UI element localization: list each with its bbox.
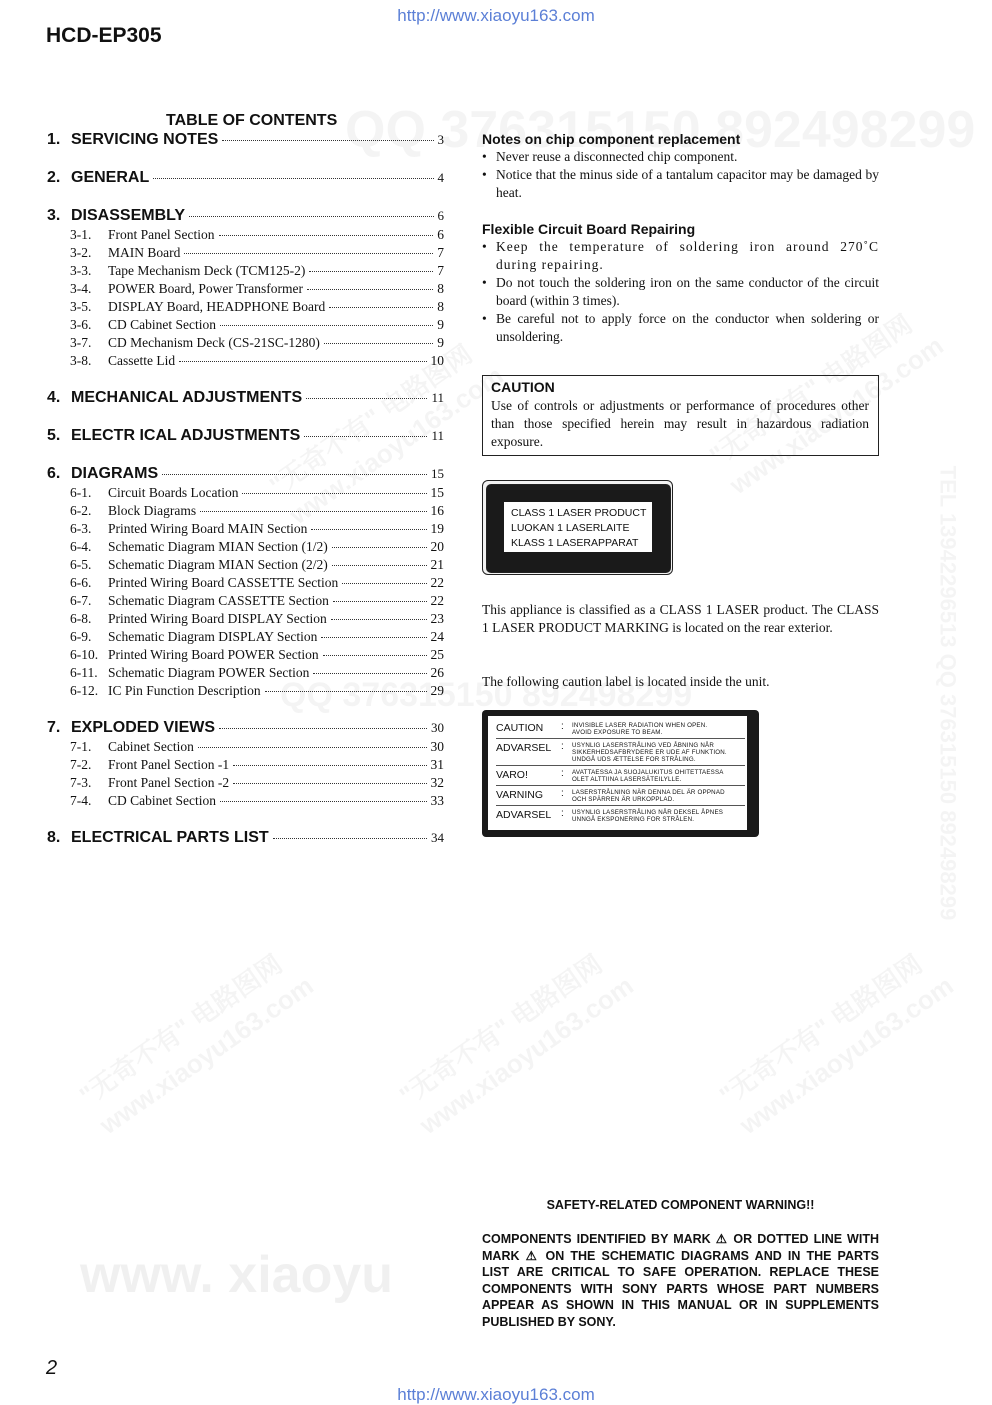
toc-subsection-item[interactable] [70,629,444,645]
toc-subsection-item[interactable] [70,503,444,519]
flex-note-item [482,274,879,310]
toc-subsection-title: Front Panel Section -1 [108,757,229,773]
toc-subsection-title: Printed Wiring Board MAIN Section [108,521,307,537]
flex-note-text: Do not touch the soldering iron on the same conductor of the circuit board (within 3 times). [496,274,879,310]
toc-page-number: 22 [431,575,445,591]
toc-leader-dots [329,307,433,308]
toc-page-number: 8 [437,281,444,297]
toc-leader-dots [273,838,427,839]
caution-label-separator: : [561,808,564,819]
toc-section-number: 8. [47,829,71,847]
toc-leader-dots [313,673,426,674]
caution-label-divider [496,765,745,766]
watermark-tel-right [934,466,960,921]
toc-leader-dots [342,583,426,584]
toc-section-item[interactable] [47,389,444,407]
chip-note-item [482,166,879,202]
toc-subsection-item[interactable] [70,263,444,279]
toc-page-number: 22 [431,593,445,609]
toc-subsection-title: CD Cabinet Section [108,793,216,809]
toc-subsection-number: 3-2. [70,245,108,261]
toc-section-title: DISASSEMBLY [71,207,185,225]
toc-page-number: 25 [431,647,445,663]
laser-label-line: KLASS 1 LASERAPPARAT [511,536,652,551]
laser-class-label-frame [486,484,671,573]
laser-classification-text: This appliance is classified as a CLASS 1 LASER product. The CLASS 1 LASER PRODUCT MARKING is located on the rear exterior. [482,601,879,637]
toc-heading: TABLE OF CONTENTS [166,112,337,130]
toc-subsection-item[interactable] [70,793,444,809]
toc-leader-dots [265,691,427,692]
toc-subsection-number: 6-4. [70,539,108,555]
toc-leader-dots [309,271,433,272]
toc-subsection-title: Cassette Lid [108,353,175,369]
toc-subsection-number: 7-4. [70,793,108,809]
caution-label-warning [572,742,744,763]
toc-leader-dots [331,619,427,620]
toc-subsection-item[interactable] [70,775,444,791]
toc-section-title: SERVICING NOTES [71,131,218,149]
laser-class-label [482,480,673,575]
toc-leader-dots [220,325,433,326]
toc-section-title: ELECTRICAL PARTS LIST [71,829,269,847]
caution-title: CAUTION [491,379,555,395]
toc-subsection-item[interactable] [70,683,444,699]
toc-section-item[interactable] [47,131,444,149]
toc-page-number: 24 [431,629,445,645]
laser-label-line: CLASS 1 LASER PRODUCT [511,506,652,521]
chip-notes-heading: Notes on chip component replacement [482,131,740,147]
caution-label-warning [572,809,744,823]
toc-subsection-number: 7-3. [70,775,108,791]
toc-subsection-item[interactable] [70,245,444,261]
caution-label [482,710,759,837]
toc-leader-dots [184,253,433,254]
toc-page-number: 10 [431,353,445,369]
caution-label-language: ADVARSEL [496,742,551,754]
watermark-url-bottom[interactable]: http://www.xiaoyu163.com [0,1385,992,1405]
toc-page-number: 6 [437,227,444,243]
toc-subsection-title: CD Mechanism Deck (CS-21SC-1280) [108,335,320,351]
laser-class-label-text [504,502,652,552]
caution-label-divider [496,805,745,806]
toc-page-number: 30 [431,720,444,736]
laser-label-line: LUOKAN 1 LASERLAITE [511,521,652,536]
toc-subsection-item[interactable] [70,227,444,243]
toc-subsection-item[interactable] [70,575,444,591]
toc-leader-dots [189,216,433,217]
toc-subsection-title: Tape Mechanism Deck (TCM125-2) [108,263,305,279]
toc-subsection-title: CD Cabinet Section [108,317,216,333]
bullet-dot: • [482,274,487,292]
toc-page-number: 26 [431,665,445,681]
toc-subsection-item[interactable] [70,485,444,501]
caution-label-warning-line: AVOID EXPOSURE TO BEAM. [572,729,744,736]
toc-leader-dots [324,343,433,344]
toc-page-number: 20 [431,539,445,555]
toc-section-title: ELECTR ICAL ADJUSTMENTS [71,427,300,445]
toc-subsection-title: Block Diagrams [108,503,196,519]
toc-page-number: 19 [431,521,445,537]
bullet-dot: • [482,148,487,166]
bullet-dot: • [482,310,487,328]
toc-section-item[interactable] [47,169,444,187]
toc-subsection-title: POWER Board, Power Transformer [108,281,303,297]
toc-section-title: EXPLODED VIEWS [71,719,215,737]
toc-leader-dots [332,565,427,566]
toc-subsection-title: MAIN Board [108,245,180,261]
safety-warning-body: COMPONENTS IDENTIFIED BY MARK ⚠ OR DOTTED LINE WITH MARK ⚠ ON THE SCHEMATIC DIAGRAMS AND IN THE PARTS LIST ARE CRITICAL TO SAFE OPERATION. REPLACE THESE COMPONENTS WITH SONY PARTS WHOSE PART NUMBERS APPEAR AS SHOWN IN THIS MANUAL OR IN SUPPLEMENTS PUBLISHED BY SONY. [482,1231,879,1331]
toc-page-number: 9 [437,335,444,351]
page-number: 2 [46,1357,57,1380]
caution-label-divider [496,738,745,739]
toc-subsection-number: 3-6. [70,317,108,333]
caution-label-warning-line: OCH SPÄRREN ÄR URKOPPLAD. [572,796,744,803]
toc-subsection-number: 3-1. [70,227,108,243]
toc-subsection-title: Schematic Diagram MIAN Section (2/2) [108,557,328,573]
document-title: HCD-EP305 [46,24,162,48]
toc-subsection-item[interactable] [70,353,444,369]
toc-page-number: 21 [431,557,445,573]
toc-subsection-item[interactable] [70,281,444,297]
toc-page-number: 16 [431,503,445,519]
toc-leader-dots [332,547,427,548]
caution-box [482,375,879,456]
caution-body: Use of controls or adjustments or performance of procedures other than those specified herein may result in hazardous radiation exposure. [491,397,869,451]
toc-leader-dots [179,361,426,362]
toc-section-number: 1. [47,131,71,149]
flex-note-item [482,238,879,274]
safety-warning-title: SAFETY-RELATED COMPONENT WARNING!! [482,1198,879,1212]
toc-leader-dots [220,801,427,802]
watermark-cn-4 [391,945,609,1113]
toc-section-item[interactable] [47,207,444,225]
toc-leader-dots [304,436,427,437]
caution-label-warning-line: USYNLIG LASERSTRÅLING NÅR DEKSEL ÅPNES [572,809,744,816]
toc-subsection-number: 7-2. [70,757,108,773]
chip-note-text: Never reuse a disconnected chip component. [496,148,879,166]
chip-note-text: Notice that the minus side of a tantalum capacitor may be damaged by heat. [496,166,879,202]
toc-leader-dots [233,765,426,766]
caution-label-language: ADVARSEL [496,809,551,821]
toc-page-number: 4 [438,170,445,186]
toc-subsection-title: Schematic Diagram MIAN Section (1/2) [108,539,328,555]
toc-subsection-item[interactable] [70,317,444,333]
toc-leader-dots [323,655,427,656]
toc-subsection-number: 6-3. [70,521,108,537]
toc-subsection-number: 6-11. [70,665,108,681]
toc-subsection-item[interactable] [70,611,444,627]
toc-subsection-title: Printed Wiring Board POWER Section [108,647,319,663]
toc-page-number: 15 [431,466,444,482]
toc-page-number: 8 [437,299,444,315]
caution-label-inner [488,716,747,830]
toc-section-number: 3. [47,207,71,225]
toc-subsection-title: Schematic Diagram CASSETTE Section [108,593,329,609]
toc-subsection-number: 6-7. [70,593,108,609]
toc-subsection-number: 6-6. [70,575,108,591]
toc-section-item[interactable] [47,719,444,737]
toc-section-number: 5. [47,427,71,445]
toc-subsection-title: Printed Wiring Board CASSETTE Section [108,575,338,591]
toc-subsection-item[interactable] [70,739,444,755]
toc-subsection-number: 3-3. [70,263,108,279]
toc-section-number: 2. [47,169,71,187]
toc-leader-dots [321,637,426,638]
toc-page-number: 11 [431,428,444,444]
caution-label-warning-line: UNDGÅ UDS ÆTTELSE FOR STRÅLING. [572,756,744,763]
toc-subsection-item[interactable] [70,299,444,315]
flex-note-text: Be careful not to apply force on the conductor when soldering or unsoldering. [496,310,879,346]
toc-subsection-number: 6-1. [70,485,108,501]
toc-section-number: 7. [47,719,71,737]
toc-subsection-title: Front Panel Section -2 [108,775,229,791]
toc-subsection-number: 6-5. [70,557,108,573]
toc-leader-dots [153,178,433,179]
caution-label-divider [496,785,745,786]
toc-page-number: 29 [431,683,445,699]
caution-label-separator: : [561,741,564,752]
toc-subsection-item[interactable] [70,335,444,351]
toc-leader-dots [162,474,427,475]
bullet-dot: • [482,238,487,256]
toc-page-number: 34 [431,830,444,846]
caution-label-warning-line: OLET ALTTIINA LASERSÄTEILYLLE. [572,776,744,783]
toc-subsection-number: 3-5. [70,299,108,315]
toc-section-number: 6. [47,465,71,483]
toc-leader-dots [233,783,426,784]
caution-label-warning-line: AVATTAESSA JA SUOJALUKITUS OHITETTAESSA [572,769,744,776]
toc-subsection-title: Printed Wiring Board DISPLAY Section [108,611,327,627]
toc-page-number: 23 [431,611,445,627]
toc-leader-dots [198,747,427,748]
toc-page-number: 32 [431,775,445,791]
bullet-dot: • [482,166,487,184]
caution-label-intro: The following caution label is located inside the unit. [482,673,879,691]
toc-leader-dots [219,235,434,236]
toc-page-number: 3 [438,132,445,148]
toc-subsection-title: Circuit Boards Location [108,485,238,501]
toc-page-number: 15 [431,485,445,501]
toc-leader-dots [307,289,433,290]
toc-subsection-title: IC Pin Function Description [108,683,261,699]
toc-subsection-item[interactable] [70,647,444,663]
toc-section-item[interactable] [47,465,444,483]
watermark-site-3 [94,970,319,1141]
flex-note-text: Keep the temperature of soldering iron around 270˚C during repairing. [496,238,879,274]
toc-subsection-number: 3-8. [70,353,108,369]
watermark-big: www. xiaoyu [80,1245,393,1305]
flex-note-item [482,310,879,346]
toc-subsection-item[interactable] [70,521,444,537]
caution-label-warning-line: LASERSTRÅLNING NÄR DENNA DEL ÄR OPPNAD [572,789,744,796]
toc-section-title: MECHANICAL ADJUSTMENTS [71,389,302,407]
caution-label-warning [572,789,744,803]
toc-subsection-number: 6-12. [70,683,108,699]
toc-section-number: 4. [47,389,71,407]
toc-page-number: 30 [431,739,445,755]
caution-label-language: VARO! [496,769,528,781]
caution-label-warning-line: USYNLIG LASERSTRÅLING VED ÅBNING NÅR [572,742,744,749]
watermark-cn-5 [711,945,929,1113]
toc-subsection-title: Front Panel Section [108,227,215,243]
toc-leader-dots [311,529,426,530]
toc-page-number: 7 [437,263,444,279]
toc-section-title: GENERAL [71,169,149,187]
toc-leader-dots [333,601,427,602]
toc-section-item[interactable] [47,829,444,847]
toc-page-number: 9 [437,317,444,333]
toc-subsection-number: 6-2. [70,503,108,519]
watermark-cn-3 [71,945,289,1113]
toc-subsection-number: 3-7. [70,335,108,351]
toc-leader-dots [219,728,427,729]
toc-subsection-item[interactable] [70,757,444,773]
toc-subsection-number: 6-9. [70,629,108,645]
flex-repair-heading: Flexible Circuit Board Repairing [482,221,695,237]
toc-section-title: DIAGRAMS [71,465,158,483]
toc-subsection-title: Schematic Diagram DISPLAY Section [108,629,317,645]
toc-leader-dots [306,398,427,399]
caution-label-warning [572,769,744,783]
toc-section-item[interactable] [47,427,444,445]
toc-subsection-title: DISPLAY Board, HEADPHONE Board [108,299,325,315]
toc-subsection-number: 7-1. [70,739,108,755]
toc-page-number: 7 [437,245,444,261]
toc-subsection-item[interactable] [70,539,444,555]
caution-label-warning [572,722,744,736]
toc-subsection-title: Schematic Diagram POWER Section [108,665,309,681]
caution-label-separator: : [561,768,564,779]
caution-label-warning-line: SIKKERHEDSAFBRYDERE ER UDE AF FUNKTION. [572,749,744,756]
caution-label-warning-line: UNNGÅ EKSPONERING FOR STRÅLEN. [572,816,744,823]
toc-leader-dots [222,140,433,141]
toc-page-number: 6 [438,208,445,224]
toc-subsection-number: 3-4. [70,281,108,297]
toc-subsection-item[interactable] [70,593,444,609]
toc-subsection-number: 6-10. [70,647,108,663]
toc-leader-dots [242,493,426,494]
toc-leader-dots [200,511,426,512]
caution-label-warning-line: INVISIBLE LASER RADIATION WHEN OPEN. [572,722,744,729]
caution-label-separator: : [561,788,564,799]
caution-label-language: CAUTION [496,722,543,734]
chip-note-item [482,148,879,166]
watermark-site-4 [414,970,639,1141]
toc-subsection-title: Cabinet Section [108,739,194,755]
caution-label-language: VARNING [496,789,543,801]
watermark-url-top[interactable]: http://www.xiaoyu163.com [0,6,992,26]
toc-page-number: 33 [431,793,445,809]
watermark-site-5 [734,970,959,1141]
caution-label-separator: : [561,721,564,732]
toc-subsection-number: 6-8. [70,611,108,627]
toc-subsection-item[interactable] [70,557,444,573]
toc-page-number: 31 [431,757,445,773]
toc-subsection-item[interactable] [70,665,444,681]
toc-page-number: 11 [431,390,444,406]
